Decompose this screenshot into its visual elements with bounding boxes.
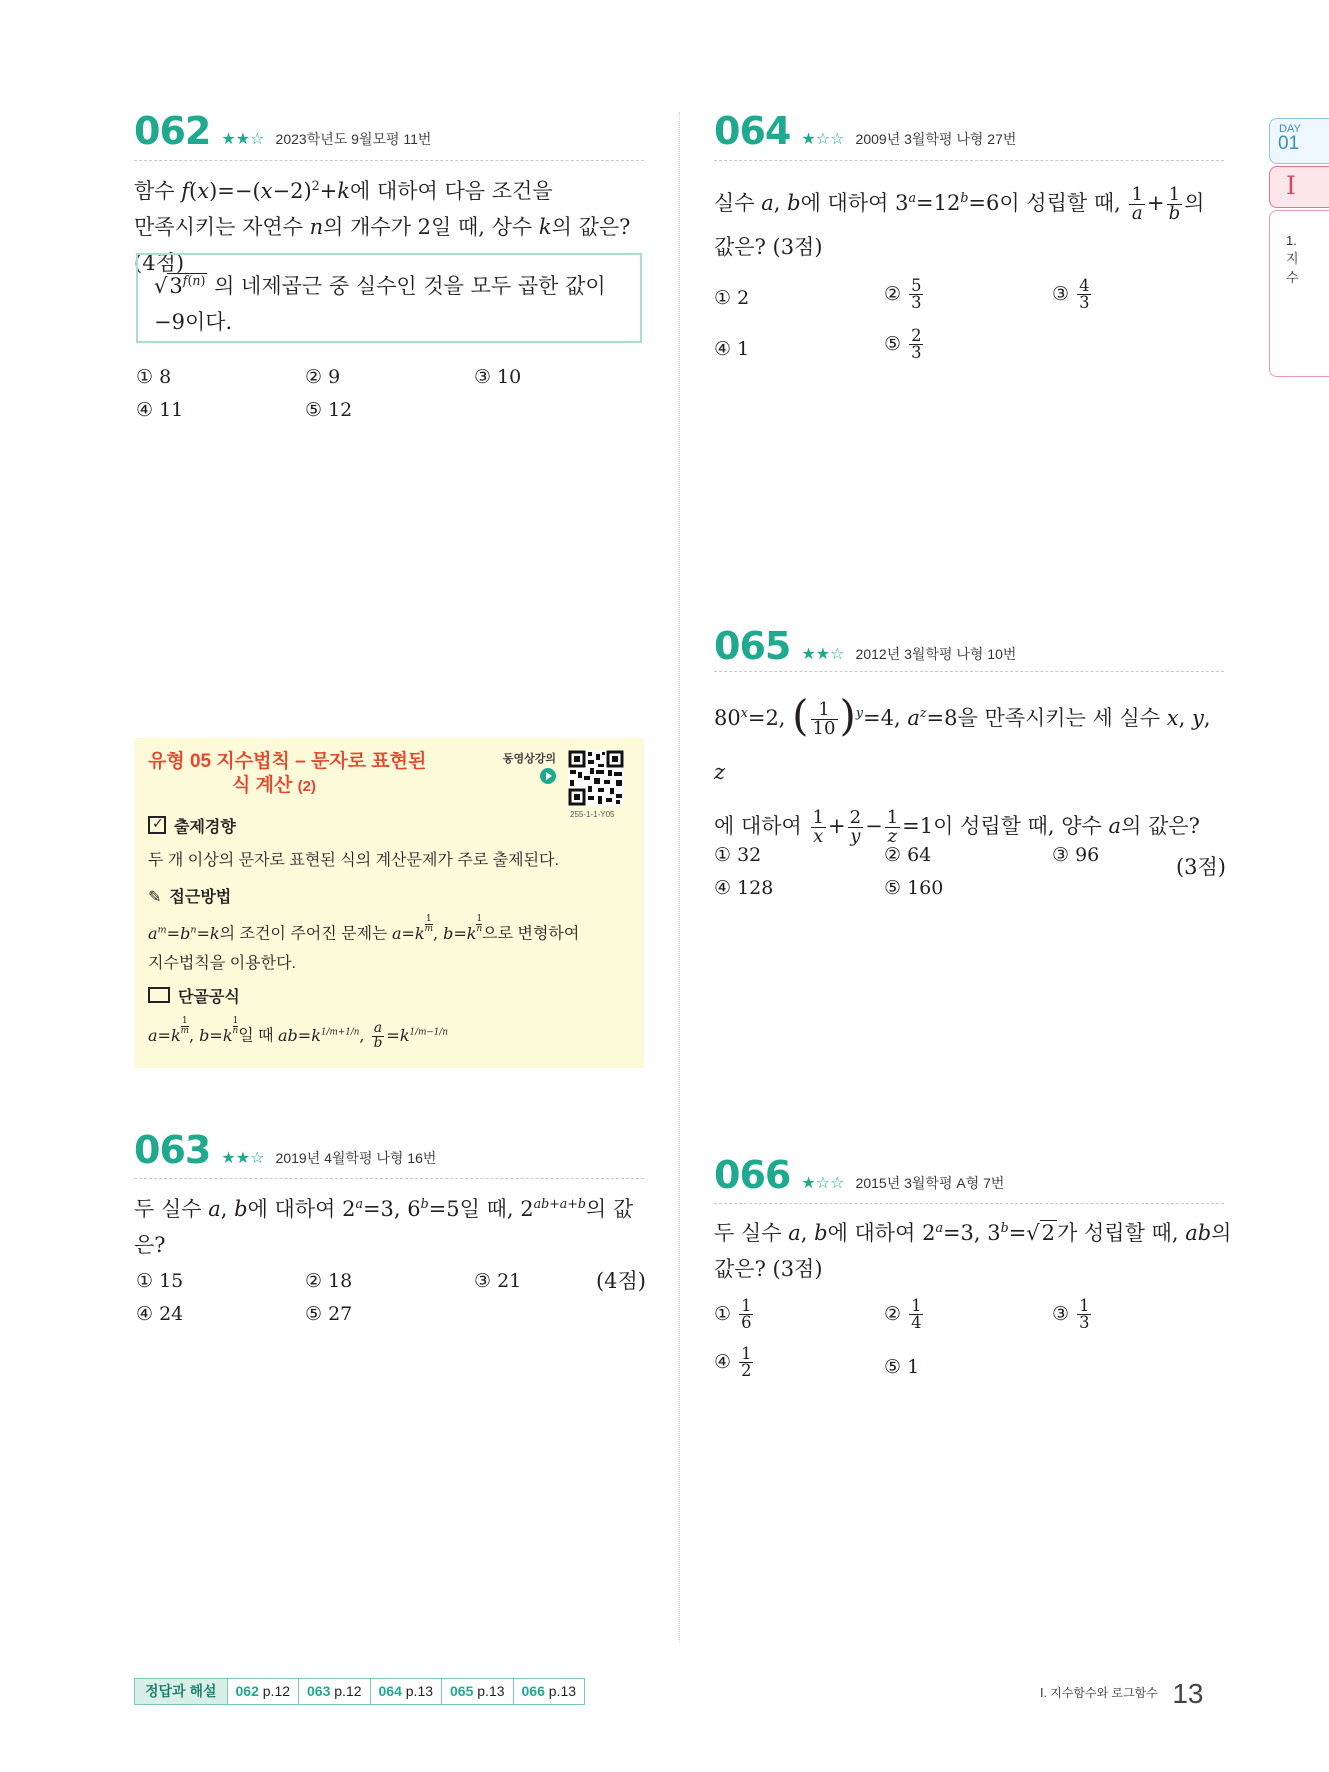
choice-4[interactable]: ④ 11 [136,399,184,421]
problem-text: 실수 a, b에 대하여 $3^a=12^b=6$이 성립할 때, $\frac{1}{a}$ + $\frac{1}{b}$ 의 값은? (3점) [714,183,1205,259]
choice-1[interactable]: ① 32 [714,844,762,866]
qr-code-icon[interactable] [568,750,624,806]
problem-source: 2019년 4월학평 나형 16번 [275,1150,437,1166]
checkbox-icon: ✓ [148,816,166,834]
day-label: DAY [1279,123,1301,135]
problem-number: 063 [134,1128,211,1172]
problem-source: 2012년 3월학평 나형 10번 [855,646,1017,662]
difficulty-stars: ★★☆ [221,1148,265,1167]
formula-section: 단골공식 a=k $\frac{1}{m}$ , b=k $\frac{1}{n}$ 일 때 $ab=k^{1/m+1/n}$, $\frac{a}{b}$ $=k^{1/m-1/n}$ [148,989,449,1051]
difficulty-stars: ★★☆ [801,644,845,663]
choice-4[interactable]: ④ 128 [714,877,774,899]
choice-3[interactable]: ③ $\frac{4}{3}$ [1052,276,1090,313]
choice-2[interactable]: ② $\frac{5}{3}$ [884,276,922,313]
problem-header [134,109,431,153]
qr-code-id: 255-1-1-Y05 [570,810,615,819]
condition-text-2: −9이다. [154,310,233,334]
choice-1[interactable]: ① $\frac{1}{6}$ [714,1296,752,1333]
problem-source: 2023학년도 9월모평 11번 [275,131,432,147]
problem-text: $80^x=2$, ( $\frac{1}{10}$ )$^y$=4, $a^z=8$을 만족시키는 세 실수 x, y, z 에 대하여 $\frac{1}{x}$ + $\frac{2}{y}$ − $\frac{1}{z}$ =1이 성립할 때, 양수 a의 값은? (3점) [714,691,1226,879]
problem-header [714,109,1016,153]
choice-3[interactable]: ③ 21 [474,1270,522,1292]
problem-text: 두 실수 a, b에 대하여 $2^a=3$, $6^b=5$일 때, $2^{ab+a+b}$의 값은? (4점) [134,1186,646,1299]
choice-1[interactable]: ① 15 [136,1270,184,1292]
problem-header [134,1128,436,1172]
problem-number: 064 [714,109,791,153]
problem-number: 062 [134,109,211,153]
chapter-tab [1269,166,1329,208]
header-rule [714,160,1224,161]
choice-2[interactable]: ② 18 [305,1270,353,1292]
approach-section: ✎ 접근방법 $a^m=b^n=k$의 조건이 주어진 문제는 a=k $\frac{1}{m}$ , b=k $\frac{1}{n}$ 으로 변형하여 지수법칙을 이용한다. [148,889,580,972]
choice-2[interactable]: ② 9 [305,366,341,388]
section-number: 1. [1286,233,1297,248]
answer-key-label: 정답과 해설 [135,1679,228,1704]
answer-key-bar [134,1678,585,1705]
column-divider [679,112,680,1642]
choice-4[interactable]: ④ 24 [136,1303,184,1325]
header-rule [134,160,644,161]
choice-2[interactable]: ② 64 [884,844,932,866]
chapter-title: Ⅰ. 지수함수와 로그함수 [1040,1686,1158,1700]
choice-1[interactable]: ① 8 [136,366,172,388]
choice-4[interactable]: ④ 1 [714,338,750,360]
problem-source: 2015년 3월학평 A형 7번 [855,1175,1005,1191]
choice-4[interactable]: ④ $\frac{1}{2}$ [714,1344,752,1381]
choice-5[interactable]: ⑤ 27 [305,1303,353,1325]
choice-5[interactable]: ⑤ 160 [884,877,944,899]
problem-number: 065 [714,624,791,668]
video-lecture-label: 동영상강의 [502,753,556,765]
section-tab [1269,210,1329,377]
type-box [134,738,644,1068]
answer-ref-065[interactable]: 065 p.13 [442,1679,514,1704]
answer-ref-063[interactable]: 063 p.12 [299,1679,371,1704]
problem-text: 함수 $f(x)=-(x-2)^2+k$에 대하여 다음 조건을 만족시키는 자연수 n의 개수가 2일 때, 상수 k의 값은? (4점) [134,178,631,275]
pencil-icon: ✎ [148,889,162,906]
difficulty-stars: ★★☆ [221,129,265,148]
choice-5[interactable]: ⑤ 1 [884,1356,920,1378]
choice-2[interactable]: ② $\frac{1}{4}$ [884,1296,922,1333]
choice-5[interactable]: ⑤ 12 [305,399,353,421]
chapter-footer [1040,1678,1203,1710]
page-number: 13 [1172,1678,1204,1709]
problem-source: 2009년 3월학평 나형 27번 [855,131,1017,147]
problem-number: 066 [714,1153,791,1197]
play-icon[interactable] [540,768,556,784]
difficulty-stars: ★☆☆ [801,129,845,148]
type-title: 유형 05 지수법칙 – 문자로 표현된 식 계산 (2) [148,751,427,796]
score: (4점) [595,1269,646,1293]
answer-ref-062[interactable]: 062 p.12 [228,1679,300,1704]
trend-section: ✓ 출제경향 두 개 이상의 문자로 표현된 식의 계산문제가 주로 출제된다. [148,815,559,869]
answer-ref-066[interactable]: 066 p.13 [521,1683,577,1699]
header-rule [134,1178,644,1179]
header-rule [714,1203,1224,1204]
condition-text-1: 의 네제곱근 중 실수인 것을 모두 곱한 값이 [214,274,606,298]
day-number: 01 [1278,133,1300,154]
difficulty-stars: ★☆☆ [801,1173,845,1192]
chapter-roman: I [1286,171,1296,200]
choice-3[interactable]: ③ $\frac{1}{3}$ [1052,1296,1090,1333]
problem-text: 두 실수 a, b에 대하여 $2^a=3$, $3^b=√2$가 성립할 때, ab의 값은? (3점) [714,1220,1232,1281]
condition-box: $√3^{f(n)}$ 의 네제곱근 중 실수인 것을 모두 곱한 값이 −9이다. [136,253,642,343]
header-rule [714,671,1224,672]
section-char-2: 수 [1286,270,1299,285]
day-tab [1269,118,1329,164]
problem-header [714,1153,1004,1197]
choice-5[interactable]: ⑤ $\frac{2}{3}$ [884,326,922,363]
choice-3[interactable]: ③ 96 [1052,844,1100,866]
section-char-1: 지 [1286,251,1299,266]
score: (3점) [1175,855,1226,879]
monitor-icon [148,987,170,1003]
answer-ref-064[interactable]: 064 p.13 [371,1679,443,1704]
choice-1[interactable]: ① 2 [714,287,750,309]
problem-header [714,624,1016,668]
choice-3[interactable]: ③ 10 [474,366,522,388]
